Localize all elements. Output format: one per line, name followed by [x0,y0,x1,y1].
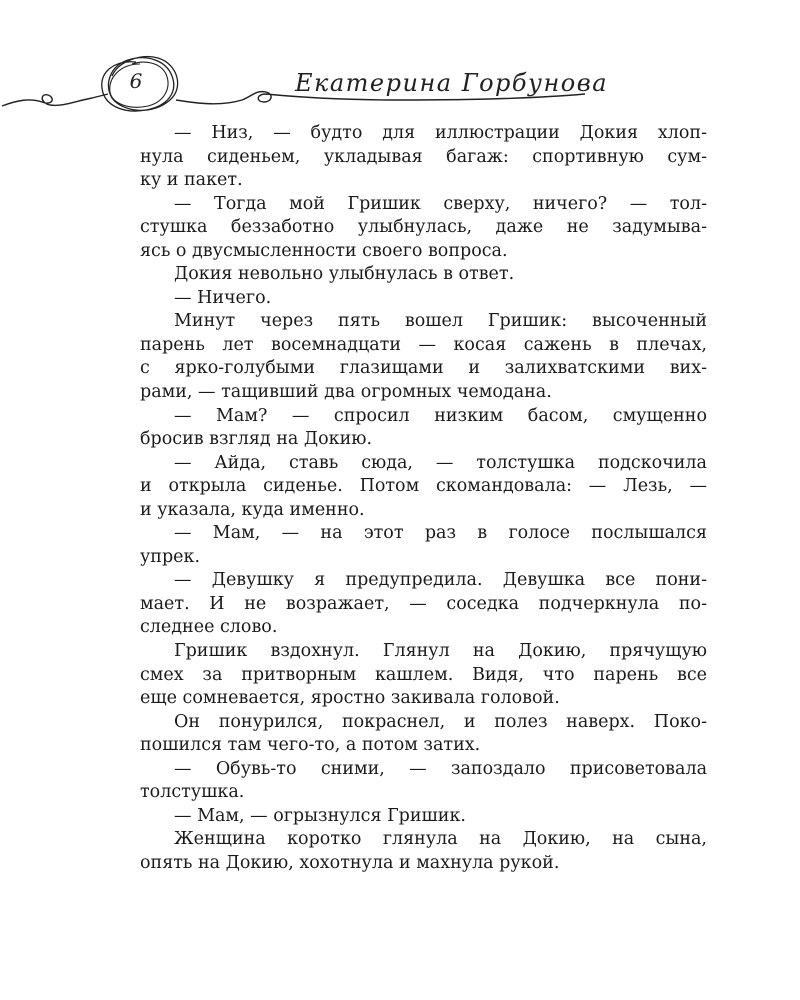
text-line: Докия невольно улыбнулась в ответ. [174,264,515,285]
text-line: мает. И не возражает, — соседка подчеркнула по- [140,593,707,614]
text-line: и открыла сиденье. Потом скомандовала: — Лезь, — [140,476,707,497]
text-line: — Тогда мой Гришик сверху, ничего? — тол- [174,193,707,214]
text-line: — Девушку я предупредила. Девушка все пони- [174,570,707,591]
text-line: Он понурился, покраснел, и полез наверх. Поко- [174,711,707,732]
text-line: упрек. [140,546,201,567]
text-line: опять на Докию, хохотнула и махнула рукой. [140,852,560,873]
text-line: бросив взгляд на Докию. [140,429,373,450]
text-line: пошился там чего-то, а потом затих. [140,735,481,756]
text-line: — Айда, ставь сюда, — толстушка подскочила [174,452,707,473]
text-line: еще сомневается, яростно закивала головой. [140,688,560,709]
text-line: стушка беззаботно улыбнулась, даже не задумыва- [140,217,707,238]
text-line: Гришик вздохнул. Глянул на Докию, прячущую [174,641,707,662]
text-line: — Ничего. [174,287,272,308]
text-line: парень лет восемнадцати — косая сажень в плечах, [140,334,707,355]
text-line: — Мам? — спросил низким басом, смущенно [174,405,707,426]
text-line: Женщина коротко глянула на Докию, на сына, [174,829,707,850]
text-line: — Низ, — будто для иллюстрации Докия хлоп- [174,123,707,143]
page-header [0,40,800,120]
text-line: следнее слово. [140,617,278,638]
running-head-author: Екатерина Горбунова [295,69,608,97]
text-line: — Мам, — на этот раз в голосе послышался [174,523,707,544]
text-line: смех за притворным кашлем. Видя, что парень все [140,664,707,685]
text-line: рами, — тащивший два огромных чемодана. [140,382,552,403]
page-number: 6 [129,69,143,93]
text-line: ясь о двусмысленности своего вопроса. [140,240,508,261]
body-text [140,122,707,876]
text-line: ку и пакет. [140,170,243,191]
text-line: толстушка. [140,782,245,803]
text-line: — Обувь-то сними, — запоздало присоветовала [174,758,707,779]
text-line: и указала, куда именно. [140,499,365,520]
text-line: — Мам, — огрызнулся Гришик. [174,805,466,826]
text-line: Минут через пять вошел Гришик: высоченный [174,311,707,332]
text-line: с ярко-голубыми глазищами и залихватскими вих- [140,358,707,379]
text-line: нула сиденьем, укладывая багаж: спортивную сум- [140,146,707,167]
